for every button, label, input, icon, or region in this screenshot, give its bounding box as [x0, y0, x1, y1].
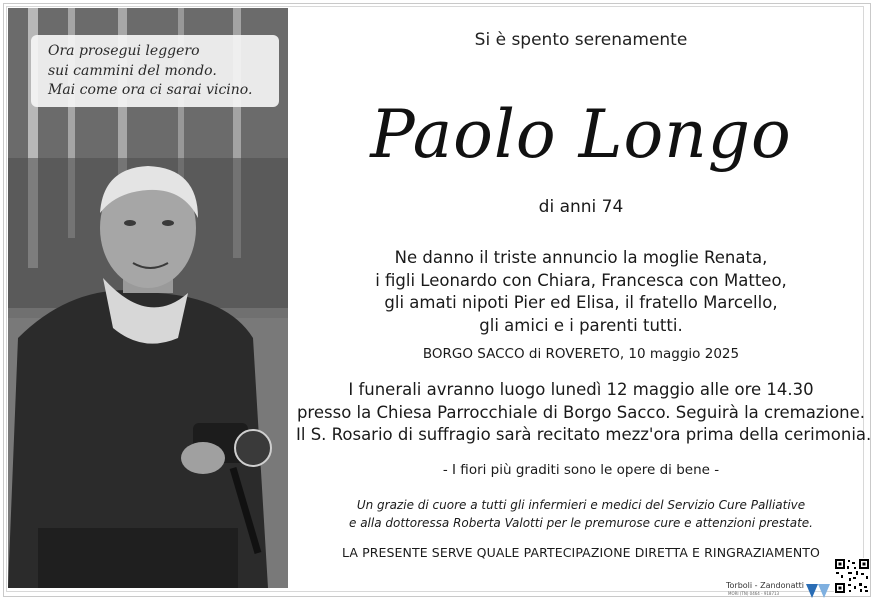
portrait-photo: [8, 8, 288, 588]
qr-code-icon: [834, 558, 870, 594]
closing-statement: LA PRESENTE SERVE QUALE PARTECIPAZIONE DIRETTA E RINGRAZIAMENTO: [342, 545, 820, 560]
announcement-line: Ne danno il triste annuncio la moglie Renata,: [394, 248, 768, 267]
funeral-block: [296, 379, 872, 447]
quote-box: [31, 35, 279, 107]
funeral-line: Il S. Rosario di suffragio sarà recitato mezz'ora prima della cerimonia.: [296, 425, 872, 444]
quote-line: Mai come ora ci sarai vicino.: [48, 82, 253, 98]
thanks-line: Un grazie di cuore a tutti gli infermieri e medici del Servizio Cure Palliative: [356, 498, 806, 512]
deceased-name: Paolo Longo: [370, 96, 792, 173]
quote-line: sui cammini del mondo.: [48, 62, 217, 79]
agency-name: Torboli - Zandonatti: [726, 581, 804, 590]
announcement-line: gli amici e i parenti tutti.: [479, 315, 683, 335]
thanks-block: [296, 496, 866, 532]
thanks-line: e alla dottoressa Roberta Valotti per le premurose cure e attenzioni prestate.: [349, 516, 813, 530]
announcement-line: gli amati nipoti Pier ed Elisa, il fratello Marcello,: [384, 293, 778, 312]
agency-subtitle: MORI (TN) 0464 - 918713: [728, 591, 780, 596]
age-text: di anni 74: [538, 197, 624, 217]
quote-line: Ora prosegui leggero: [48, 43, 200, 59]
flowers-note: - I fiori più graditi sono le opere di bene -: [442, 462, 720, 478]
funeral-line: presso la Chiesa Parrocchiale di Borgo Sacco. Seguirà la cremazione.: [296, 402, 866, 422]
announcement-line: i figli Leonardo con Chiara, Francesca con Matteo,: [375, 270, 787, 290]
intro-text: Si è spento serenamente: [474, 30, 688, 50]
place-date: BORGO SACCO di ROVERETO, 10 maggio 2025: [422, 346, 740, 362]
agency-logo-icon: [806, 584, 830, 598]
agency-logo: [726, 581, 804, 596]
funeral-line: I funerali avranno luogo lunedì 12 maggio alle ore 14.30: [348, 380, 814, 399]
announcement-block: [296, 247, 866, 337]
